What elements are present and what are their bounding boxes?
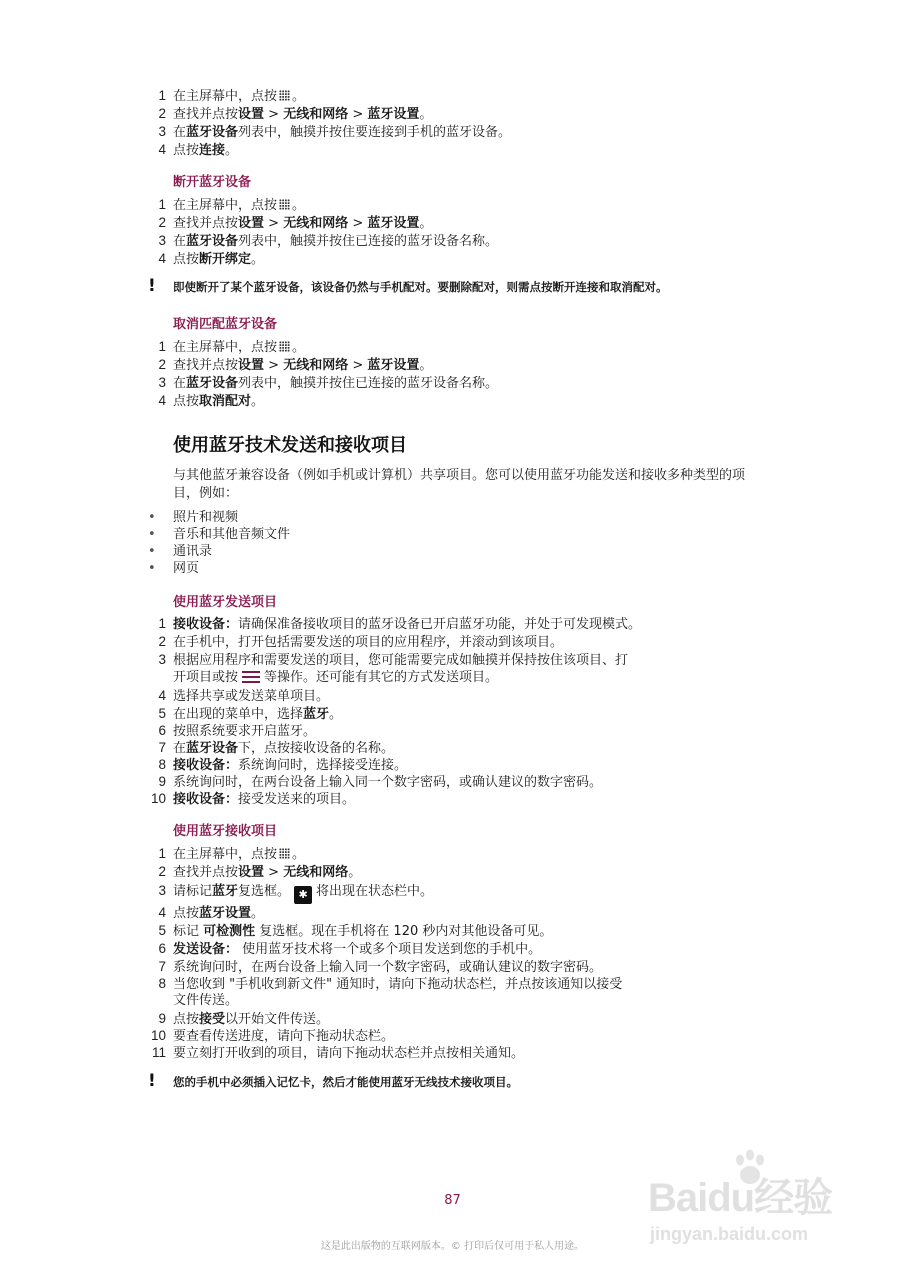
step-bold: 蓝牙设备 (186, 234, 239, 249)
step-line-continued (173, 669, 498, 687)
note-bold: 断开连接和取消配对 (552, 280, 656, 294)
step-sep: > (348, 358, 368, 373)
step-bold: 蓝牙设备 (186, 741, 239, 756)
subsection-title: 使用蓝牙发送项目 (173, 595, 278, 610)
step-line (140, 904, 264, 922)
step-text-end: 。 (225, 143, 239, 158)
step-bold: 设置 (238, 107, 265, 122)
step-bold: 无线和网络 (283, 865, 349, 880)
step-text-end: 。 (348, 865, 362, 880)
step-sep: > (264, 216, 284, 231)
step-number: 3 (158, 883, 166, 898)
step-number: 5 (158, 923, 166, 938)
bullet-dot: • (148, 527, 156, 542)
bullet-text: 通讯录 (173, 544, 213, 559)
step-line (140, 232, 498, 250)
step-number: 7 (158, 740, 166, 755)
step-bold: 无线和网络 (283, 216, 349, 231)
step-sep: > (348, 107, 368, 122)
step-text-end: 。 (419, 107, 433, 122)
step-text-end: 。 (251, 906, 265, 921)
step-bold: 蓝牙 (212, 884, 239, 899)
subsection-title: 使用蓝牙接收项目 (173, 824, 278, 839)
warning-note (148, 277, 668, 296)
step-text: 接受发送来的项目。 (238, 792, 356, 807)
step-line (140, 756, 407, 774)
step-line (140, 773, 602, 791)
step-line (140, 374, 498, 392)
step-line (140, 940, 541, 958)
step-text: 开项目或按 (173, 670, 239, 685)
step-line (140, 87, 305, 105)
bullet-item (148, 560, 199, 578)
bullet-item (148, 543, 212, 561)
step-number: 8 (158, 757, 166, 772)
step-line (140, 141, 238, 159)
step-text: 复选框。 (238, 884, 291, 899)
step-line (140, 722, 316, 740)
step-text: 列表中，触摸并按住已连接的蓝牙设备名称。 (238, 376, 499, 391)
note-text: 您的手机中必须插入记忆卡，然后才能使用蓝牙无线技术接收项目。 (173, 1075, 518, 1089)
step-number: 2 (158, 106, 166, 121)
step-sep: > (264, 865, 284, 880)
step-text: 在出现的菜单中，选择 (173, 707, 304, 722)
step-sep: > (264, 358, 284, 373)
step-bold: 接收设备： (173, 758, 239, 773)
step-number: 4 (158, 393, 166, 408)
step-number: 7 (158, 959, 166, 974)
step-line (140, 845, 305, 863)
step-text: 点按 (173, 1012, 200, 1027)
step-line (140, 214, 432, 232)
step-text: 当您收到 "手机收到新文件" 通知时，请向下拖动状态栏，并点按该通知以接受 (173, 977, 623, 992)
step-text-end: 。 (292, 847, 306, 862)
step-bold: 设置 (238, 358, 265, 373)
app-grid-icon (279, 341, 290, 352)
step-text: 查找并点按 (173, 358, 239, 373)
step-line (140, 105, 432, 123)
step-bold: 设置 (238, 216, 265, 231)
watermark-url: jingyan.baidu.com (650, 1224, 809, 1244)
step-text-end: 。 (251, 252, 265, 267)
bullet-dot: • (148, 544, 156, 559)
step-number: 4 (158, 905, 166, 920)
step-bold: 可检测性 (203, 924, 256, 939)
step-line (140, 651, 628, 669)
step-text: 在 (173, 125, 187, 140)
step-number: 4 (158, 142, 166, 157)
step-line (140, 250, 264, 268)
app-grid-icon (279, 199, 290, 210)
step-number: 10 (150, 1028, 166, 1043)
step-text: 列表中，触摸并按住要连接到手机的蓝牙设备。 (238, 125, 512, 140)
step-line (140, 863, 361, 881)
watermark-brand: Baidu经验 (648, 1176, 833, 1220)
step-text-end: 。 (419, 216, 433, 231)
step-text: 系统询问时，选择接受连接。 (238, 758, 408, 773)
step-bold: 无线和网络 (283, 107, 349, 122)
step-number: 6 (158, 723, 166, 738)
step-bold: 蓝牙 (303, 707, 330, 722)
app-grid-icon (279, 90, 290, 101)
step-text-end: 。 (292, 198, 306, 213)
step-line-continued: 文件传送。 (173, 993, 239, 1008)
app-grid-icon (279, 848, 290, 859)
step-bold: 接收设备： (173, 792, 239, 807)
step-number: 2 (158, 215, 166, 230)
step-line (140, 790, 355, 808)
step-sep: > (264, 107, 284, 122)
step-text: 要立刻打开收到的项目，请向下拖动状态栏并点按相关通知。 (173, 1046, 525, 1061)
subsection-title: 断开蓝牙设备 (173, 175, 252, 190)
bullet-dot: • (148, 561, 156, 576)
step-line (140, 739, 394, 757)
step-text: 查找并点按 (173, 216, 239, 231)
step-text: 点按 (173, 143, 200, 158)
step-number: 2 (158, 634, 166, 649)
bullet-dot: • (148, 510, 156, 525)
exclamation-icon: ! (148, 1071, 156, 1091)
step-line (140, 356, 432, 374)
step-bold: 蓝牙设备 (186, 376, 239, 391)
step-text: 请标记 (173, 884, 213, 899)
step-number: 11 (151, 1045, 166, 1060)
step-bold: 取消配对 (199, 394, 252, 409)
step-sep: > (348, 216, 368, 231)
note-text-end: 。 (656, 280, 668, 294)
step-bold: 蓝牙设置 (199, 906, 252, 921)
step-number: 6 (158, 941, 166, 956)
baidu-watermark (648, 1148, 878, 1268)
step-text: 要查看传送进度，请向下拖动状态栏。 (173, 1029, 395, 1044)
step-number: 1 (158, 616, 166, 631)
step-text: 系统询问时，在两台设备上输入同一个数字密码，或确认建议的数字密码。 (173, 775, 603, 790)
step-line (140, 1010, 329, 1028)
step-number: 9 (158, 1011, 166, 1026)
subsection-title: 取消匹配蓝牙设备 (173, 317, 278, 332)
step-number: 1 (158, 197, 166, 212)
section-heading: 使用蓝牙技术发送和接收项目 (173, 435, 407, 456)
step-bold: 蓝牙设置 (367, 107, 420, 122)
step-text: 点按 (173, 906, 200, 921)
step-line (140, 633, 563, 651)
step-number: 2 (158, 357, 166, 372)
step-line (140, 392, 264, 410)
footer-text: 这是此出版物的互联网版本。© 打印后仅可用于私人用途。 (320, 1241, 585, 1252)
step-text-end: 。 (292, 340, 306, 355)
step-line (140, 338, 305, 356)
step-bold: 接受 (199, 1012, 226, 1027)
step-number: 1 (158, 88, 166, 103)
bullet-text: 照片和视频 (173, 510, 239, 525)
step-bold: 蓝牙设备 (186, 125, 239, 140)
step-text: 在 (173, 234, 187, 249)
step-text: 下，点按接收设备的名称。 (238, 741, 395, 756)
step-text: 在 (173, 376, 187, 391)
step-number: 3 (158, 124, 166, 139)
step-text: 点按 (173, 252, 200, 267)
step-line (140, 975, 622, 993)
warning-note (148, 1072, 518, 1091)
step-number: 5 (158, 706, 166, 721)
step-text: 按照系统要求开启蓝牙。 (173, 724, 317, 739)
step-text: 系统询问时，在两台设备上输入同一个数字密码，或确认建议的数字密码。 (173, 960, 603, 975)
bullet-text: 音乐和其他音频文件 (173, 527, 291, 542)
step-text-end: 。 (251, 394, 265, 409)
step-number: 3 (158, 652, 166, 667)
step-line (140, 922, 552, 940)
step-line (140, 958, 602, 976)
step-number: 1 (158, 846, 166, 861)
step-text-end: 。 (292, 89, 306, 104)
step-line (140, 882, 433, 900)
step-text: 将出现在状态栏中。 (316, 884, 434, 899)
bullet-item (148, 509, 238, 527)
step-number: 10 (150, 791, 166, 806)
page-number: 87 (444, 1193, 461, 1208)
step-text: 使用蓝牙技术将一个或多个项目发送到您的手机中。 (238, 942, 542, 957)
step-bold: 蓝牙设置 (367, 358, 420, 373)
step-line (140, 705, 342, 723)
step-text: 列表中，触摸并按住已连接的蓝牙设备名称。 (238, 234, 499, 249)
step-number: 9 (158, 774, 166, 789)
step-number: 8 (158, 976, 166, 991)
step-text: 查找并点按 (173, 865, 239, 880)
step-text: 以开始文件传送。 (225, 1012, 330, 1027)
step-text: 在主屏幕中，点按 (173, 847, 278, 862)
step-text: 在 (173, 741, 187, 756)
step-text: 等操作。还可能有其它的方式发送项目。 (264, 670, 499, 685)
bullet-item (148, 526, 290, 544)
step-bold: 连接 (199, 143, 226, 158)
exclamation-icon: ! (148, 276, 156, 296)
step-bold: 发送设备： (173, 942, 239, 957)
step-text: 在主屏幕中，点按 (173, 89, 278, 104)
step-number: 4 (158, 688, 166, 703)
step-line (140, 123, 511, 141)
step-number: 1 (158, 339, 166, 354)
step-number: 4 (158, 251, 166, 266)
step-text: 查找并点按 (173, 107, 239, 122)
step-bold: 设置 (238, 865, 265, 880)
step-number: 2 (158, 864, 166, 879)
step-line (140, 1027, 394, 1045)
menu-icon (242, 670, 260, 684)
step-text: 在手机中，打开包括需要发送的项目的应用程序，并滚动到该项目。 (173, 635, 564, 650)
step-text-end: 。 (419, 358, 433, 373)
step-bold: 无线和网络 (283, 358, 349, 373)
step-line (140, 687, 329, 705)
step-bold: 接收设备： (173, 617, 239, 632)
step-text-end: 。 (329, 707, 343, 722)
step-text: 在主屏幕中，点按 (173, 340, 278, 355)
step-text: 在主屏幕中，点按 (173, 198, 278, 213)
step-text: 根据应用程序和需要发送的项目，您可能需要完成如触摸并保持按住该项目、打 (173, 653, 629, 668)
step-text: 请确保准备接收项目的蓝牙设备已开启蓝牙功能，并处于可发现模式。 (238, 617, 642, 632)
step-text: 点按 (173, 394, 200, 409)
step-line (140, 196, 305, 214)
bullet-text: 网页 (173, 561, 200, 576)
intro-paragraph: 与其他蓝牙兼容设备（例如手机或计算机）共享项目。您可以使用蓝牙功能发送和接收多种类型的项目，例如： (173, 468, 746, 501)
step-text: 复选框。现在手机将在 120 秒内对其他设备可见。 (255, 924, 553, 939)
step-line (140, 615, 641, 633)
step-number: 3 (158, 233, 166, 248)
step-text: 标记 (173, 924, 204, 939)
step-bold: 断开绑定 (199, 252, 252, 267)
step-line (140, 1044, 524, 1062)
note-text: 即使断开了某个蓝牙设备，该设备仍然与手机配对。要删除配对，则需点按 (173, 280, 553, 294)
step-number: 3 (158, 375, 166, 390)
step-bold: 蓝牙设置 (367, 216, 420, 231)
step-text: 选择共享或发送菜单项目。 (173, 689, 330, 704)
bluetooth-icon: ✱ (294, 886, 312, 904)
